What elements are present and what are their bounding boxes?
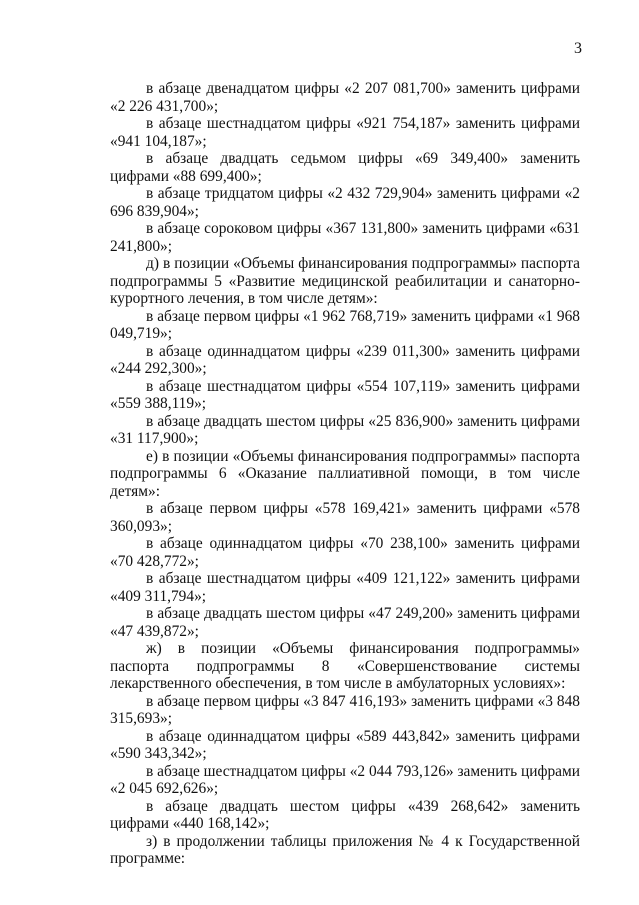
paragraph: в абзаце сороковом цифры «367 131,800» заменить цифрами «631 241,800»;: [110, 220, 580, 255]
paragraph: в абзаце одиннадцатом цифры «239 011,300» заменить цифрами «244 292,300»;: [110, 342, 580, 377]
paragraph: з) в продолжении таблицы приложения № 4 к Государственной программе:: [110, 832, 580, 867]
paragraph: в абзаце первом цифры «1 962 768,719» заменить цифрами «1 968 049,719»;: [110, 307, 580, 342]
paragraph: в абзаце одиннадцатом цифры «589 443,842» заменить цифрами «590 343,342»;: [110, 727, 580, 762]
paragraph: в абзаце шестнадцатом цифры «921 754,187» заменить цифрами «941 104,187»;: [110, 115, 580, 150]
paragraph: в абзаце шестнадцатом цифры «409 121,122» заменить цифрами «409 311,794»;: [110, 570, 580, 605]
paragraph: ж) в позиции «Объемы финансирования подпрограммы» паспорта подпрограммы 8 «Совершенствование системы лекарственного обеспечения, в том числе в амбулаторных условиях»:: [110, 640, 580, 692]
paragraph: в абзаце шестнадцатом цифры «554 107,119» заменить цифрами «559 388,119»;: [110, 377, 580, 412]
paragraph: в абзаце двенадцатом цифры «2 207 081,700» заменить цифрами «2 226 431,700»;: [110, 80, 580, 115]
paragraph: в абзаце шестнадцатом цифры «2 044 793,126» заменить цифрами «2 045 692,626»;: [110, 762, 580, 797]
page-number: 3: [574, 40, 582, 57]
document-body: [110, 80, 580, 868]
paragraph: в абзаце двадцать шестом цифры «439 268,642» заменить цифрами «440 168,142»;: [110, 797, 580, 832]
paragraph: д) в позиции «Объемы финансирования подпрограммы» паспорта подпрограммы 5 «Развитие медицинской реабилитации и санаторно-курортного лечения, в том числе детям»:: [110, 255, 580, 307]
paragraph: в абзаце тридцатом цифры «2 432 729,904» заменить цифрами «2 696 839,904»;: [110, 185, 580, 220]
paragraph: в абзаце двадцать шестом цифры «25 836,900» заменить цифрами «31 117,900»;: [110, 412, 580, 447]
paragraph: в абзаце одиннадцатом цифры «70 238,100» заменить цифрами «70 428,772»;: [110, 535, 580, 570]
paragraph: в абзаце первом цифры «578 169,421» заменить цифрами «578 360,093»;: [110, 500, 580, 535]
paragraph: е) в позиции «Объемы финансирования подпрограммы» паспорта подпрограммы 6 «Оказание паллиативной помощи, в том числе детям»:: [110, 447, 580, 500]
paragraph: в абзаце первом цифры «3 847 416,193» заменить цифрами «3 848 315,693»;: [110, 692, 580, 727]
paragraph: в абзаце двадцать седьмом цифры «69 349,400» заменить цифрами «88 699,400»;: [110, 150, 580, 185]
paragraph: в абзаце двадцать шестом цифры «47 249,200» заменить цифрами «47 439,872»;: [110, 605, 580, 640]
